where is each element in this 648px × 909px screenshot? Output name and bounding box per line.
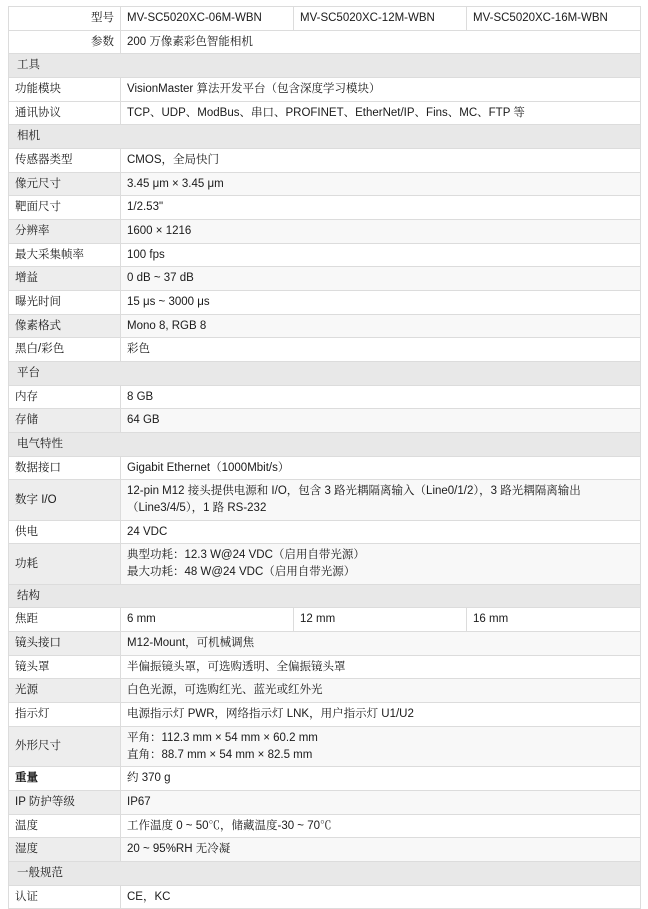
row-value: M12-Mount，可机械调焦 [121, 632, 641, 656]
row-label: 最大采集帧率 [9, 243, 121, 267]
table-row [9, 243, 641, 267]
specification-table [8, 6, 641, 909]
row-value: 3.45 μm × 3.45 μm [121, 172, 641, 196]
row-value: 0 dB ~ 37 dB [121, 267, 641, 291]
row-value-multiline [121, 544, 641, 584]
row-label: 数据接口 [9, 456, 121, 480]
table-row [9, 291, 641, 315]
row-value: 12-pin M12 接头提供电源和 I/O，包含 3 路光耦隔离输入（Line0/1/2），3 路光耦隔离输出（Line3/4/5），1 路 RS-232 [121, 480, 641, 520]
table-row [9, 655, 641, 679]
section-title: 工具 [9, 54, 641, 78]
table-row [9, 220, 641, 244]
table-row [9, 703, 641, 727]
table-row [9, 632, 641, 656]
row-label: 功能模块 [9, 78, 121, 102]
row-value: 半偏振镜头罩，可选购透明、全偏振镜头罩 [121, 655, 641, 679]
row-value-multiline [121, 726, 641, 766]
section-title: 相机 [9, 125, 641, 149]
row-value: CMOS，全局快门 [121, 149, 641, 173]
row-value-col-3: 16 mm [467, 608, 641, 632]
row-label: 温度 [9, 814, 121, 838]
table-row [9, 520, 641, 544]
row-value: 工作温度 0 ~ 50℃，储藏温度-30 ~ 70℃ [121, 814, 641, 838]
table-row [9, 814, 641, 838]
section-header-structure [9, 584, 641, 608]
row-label: 曝光时间 [9, 291, 121, 315]
table-row [9, 608, 641, 632]
table-row [9, 149, 641, 173]
row-value: 1/2.53" [121, 196, 641, 220]
table-row [9, 196, 641, 220]
section-title: 电气特性 [9, 433, 641, 457]
header-model-2: MV-SC5020XC-12M-WBN [294, 7, 467, 31]
row-label: 像素格式 [9, 314, 121, 338]
row-value-line: 平角：112.3 mm × 54 mm × 60.2 mm [127, 731, 318, 744]
row-value-col-1: 6 mm [121, 608, 294, 632]
table-row [9, 267, 641, 291]
row-label: 增益 [9, 267, 121, 291]
row-label: 重量 [9, 767, 121, 791]
table-row [9, 385, 641, 409]
row-value-line: 直角：88.7 mm × 54 mm × 82.5 mm [127, 748, 313, 761]
row-label: IP 防护等级 [9, 790, 121, 814]
header-model-label: 型号 [9, 7, 121, 31]
table-body [9, 7, 641, 909]
row-value: Mono 8, RGB 8 [121, 314, 641, 338]
row-value: 64 GB [121, 409, 641, 433]
row-value: 约 370 g [121, 767, 641, 791]
section-header-camera [9, 125, 641, 149]
section-title: 一般规范 [9, 861, 641, 885]
table-row [9, 480, 641, 520]
section-header-general [9, 861, 641, 885]
table-header-row [9, 7, 641, 31]
row-label: 镜头接口 [9, 632, 121, 656]
table-row [9, 767, 641, 791]
row-value: 15 μs ~ 3000 μs [121, 291, 641, 315]
table-header-param-row [9, 30, 641, 54]
row-value-line: 最大功耗：48 W@24 VDC（启用自带光源） [127, 566, 356, 579]
table-row [9, 790, 641, 814]
row-value: 彩色 [121, 338, 641, 362]
table-row [9, 726, 641, 766]
section-title: 平台 [9, 362, 641, 386]
table-row [9, 409, 641, 433]
row-value-col-2: 12 mm [294, 608, 467, 632]
section-title: 结构 [9, 584, 641, 608]
row-value: VisionMaster 算法开发平台（包含深度学习模块） [121, 78, 641, 102]
header-model-1: MV-SC5020XC-06M-WBN [121, 7, 294, 31]
row-label: 通讯协议 [9, 101, 121, 125]
row-label: 黑白/彩色 [9, 338, 121, 362]
table-row [9, 679, 641, 703]
row-value: TCP、UDP、ModBus、串口、PROFINET、EtherNet/IP、Fins、MC、FTP 等 [121, 101, 641, 125]
row-label: 分辨率 [9, 220, 121, 244]
row-value: 电源指示灯 PWR，网络指示灯 LNK，用户指示灯 U1/U2 [121, 703, 641, 727]
row-value: 1600 × 1216 [121, 220, 641, 244]
table-row [9, 172, 641, 196]
row-label: 供电 [9, 520, 121, 544]
row-value: 100 fps [121, 243, 641, 267]
row-label: 功耗 [9, 544, 121, 584]
row-label: 认证 [9, 885, 121, 909]
row-label: 传感器类型 [9, 149, 121, 173]
row-value: IP67 [121, 790, 641, 814]
header-param-label: 参数 [9, 30, 121, 54]
row-label: 靶面尺寸 [9, 196, 121, 220]
table-row [9, 101, 641, 125]
row-value: 20 ~ 95%RH 无冷凝 [121, 838, 641, 862]
row-label: 像元尺寸 [9, 172, 121, 196]
row-value: 白色光源，可选购红光、蓝光或红外光 [121, 679, 641, 703]
row-label: 内存 [9, 385, 121, 409]
header-param-value: 200 万像素彩色智能相机 [121, 30, 641, 54]
row-value: Gigabit Ethernet（1000Mbit/s） [121, 456, 641, 480]
row-label: 数字 I/O [9, 480, 121, 520]
table-row [9, 314, 641, 338]
table-row [9, 78, 641, 102]
row-label: 存储 [9, 409, 121, 433]
row-label: 外形尺寸 [9, 726, 121, 766]
table-row [9, 456, 641, 480]
table-row [9, 885, 641, 909]
section-header-platform [9, 362, 641, 386]
row-value: CE，KC [121, 885, 641, 909]
row-value: 24 VDC [121, 520, 641, 544]
row-label: 指示灯 [9, 703, 121, 727]
section-header-tools [9, 54, 641, 78]
header-model-3: MV-SC5020XC-16M-WBN [467, 7, 641, 31]
table-row [9, 838, 641, 862]
row-value: 8 GB [121, 385, 641, 409]
row-label: 焦距 [9, 608, 121, 632]
row-label: 湿度 [9, 838, 121, 862]
section-header-electrical [9, 433, 641, 457]
table-row [9, 338, 641, 362]
row-label: 光源 [9, 679, 121, 703]
row-value-line: 典型功耗：12.3 W@24 VDC（启用自带光源） [127, 549, 365, 562]
row-label: 镜头罩 [9, 655, 121, 679]
table-row [9, 544, 641, 584]
